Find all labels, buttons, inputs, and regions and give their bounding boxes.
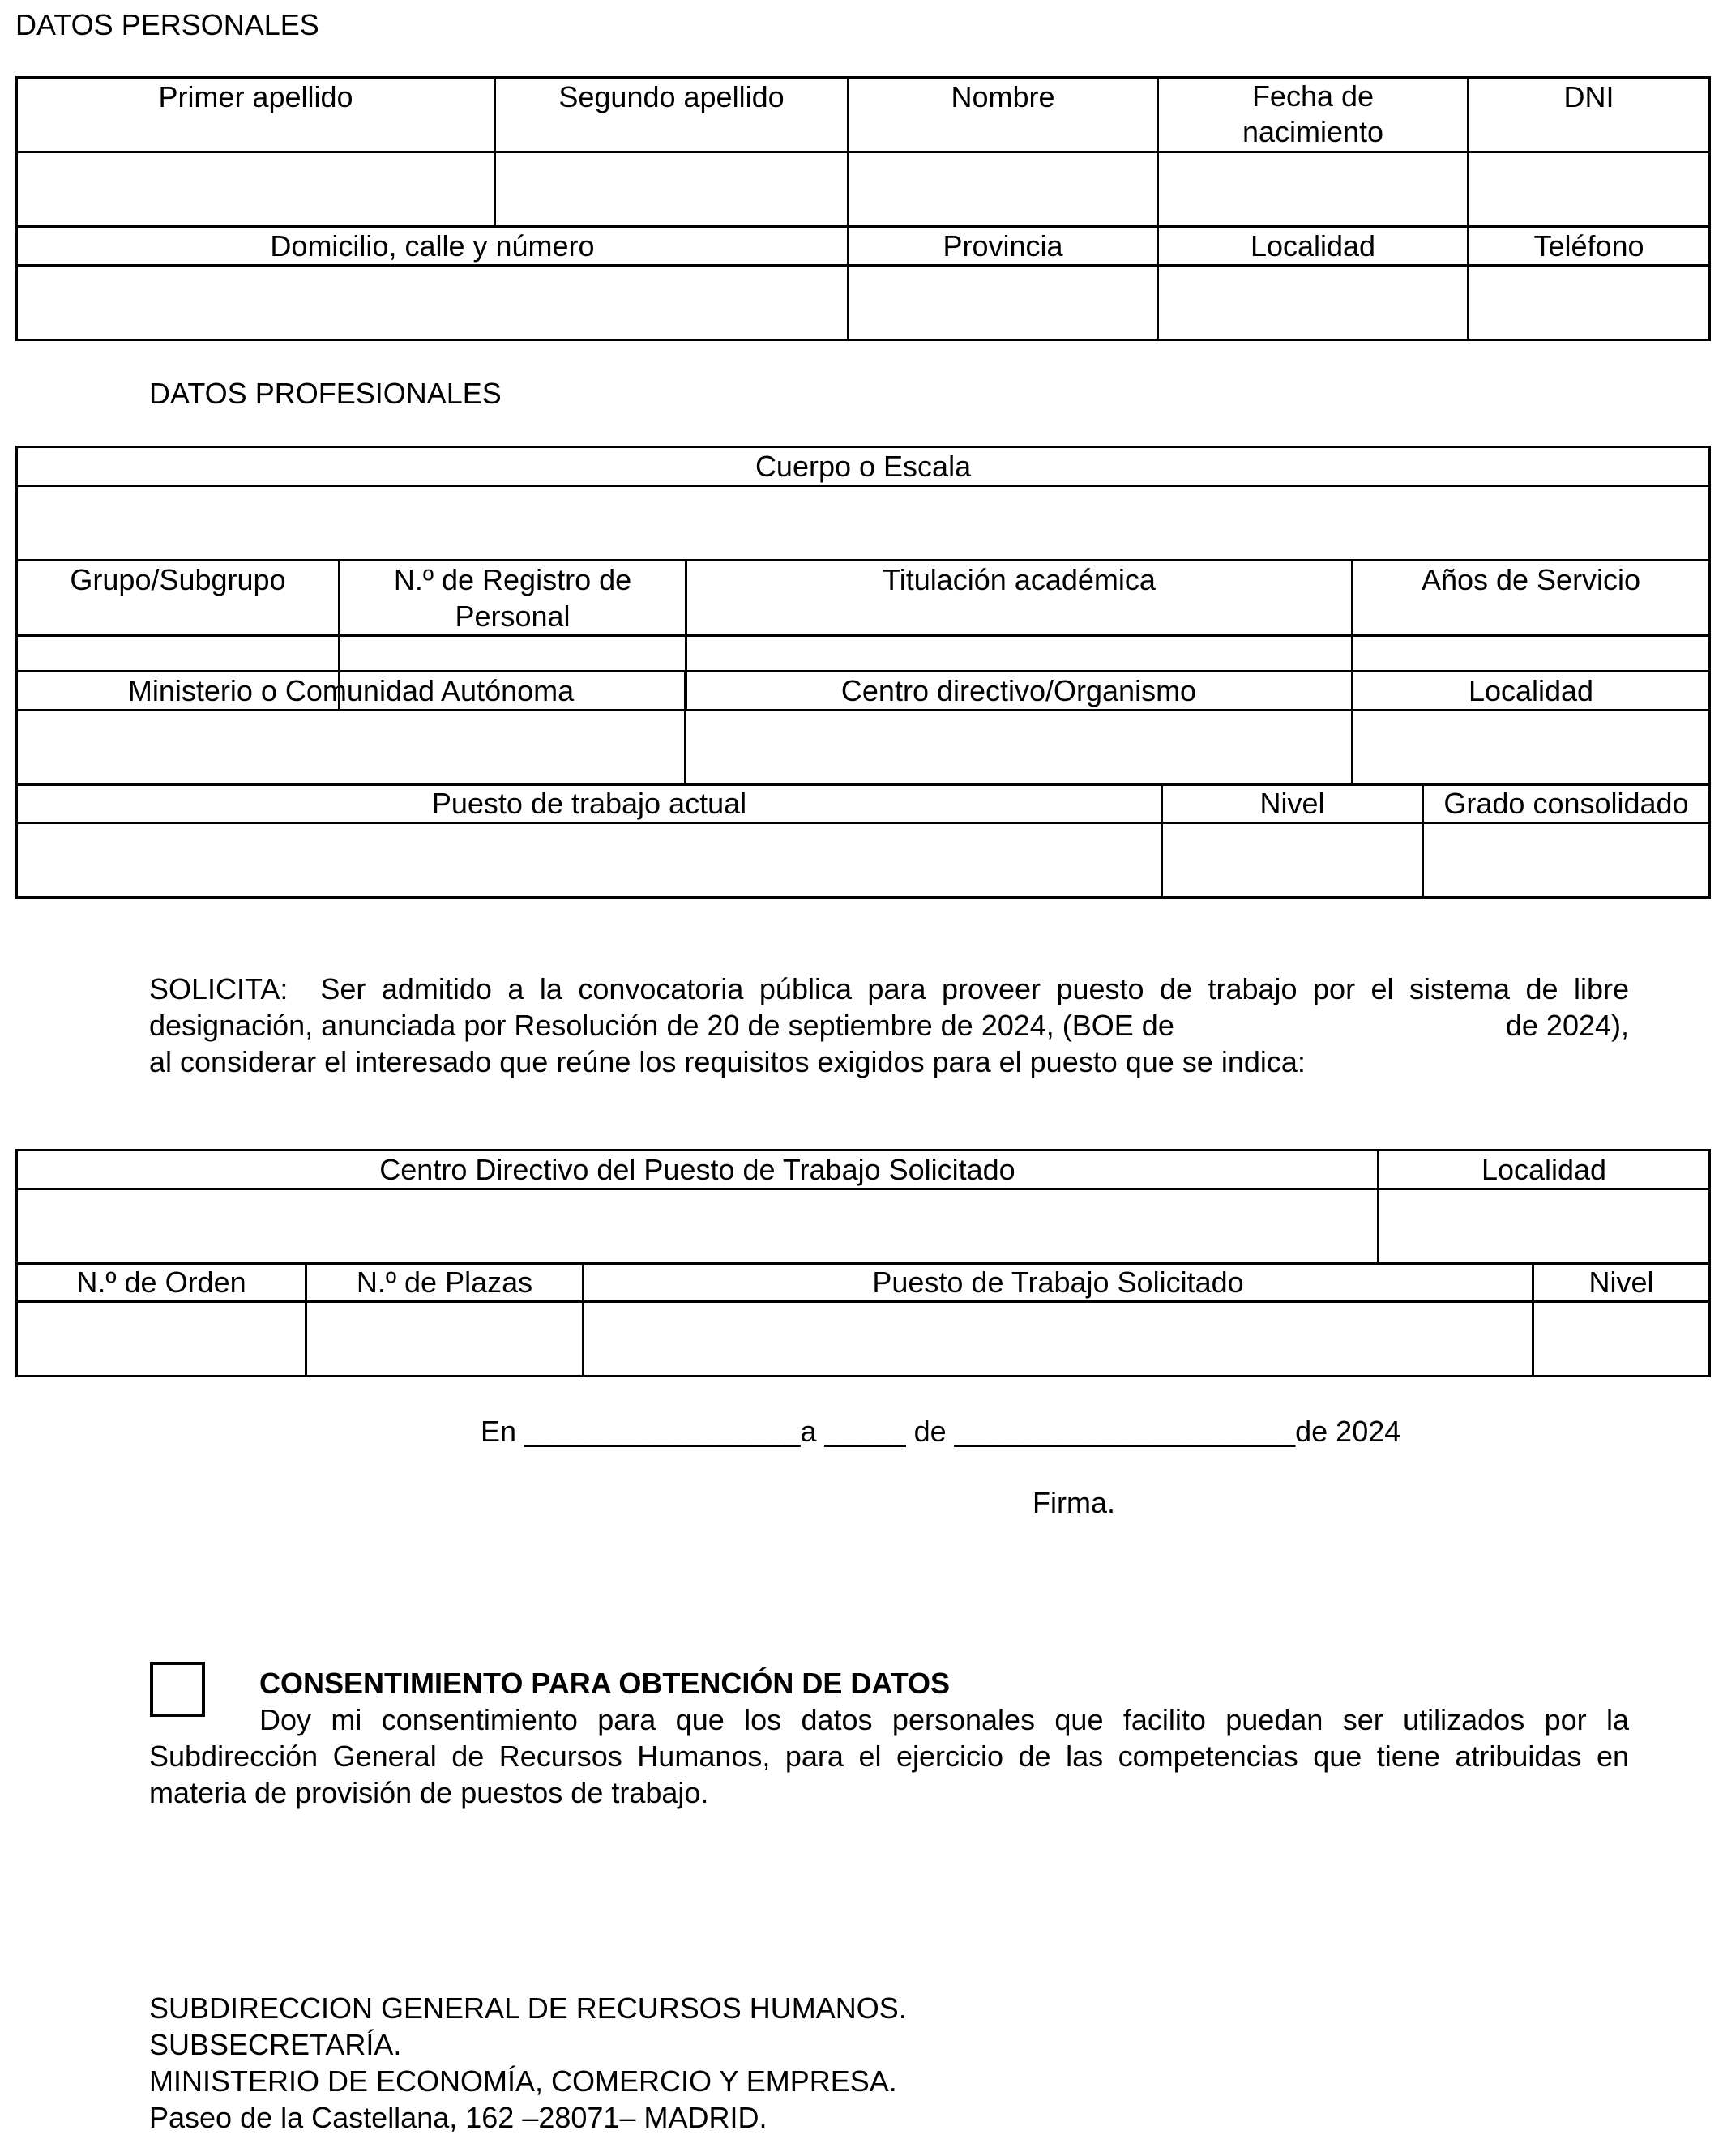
header-numero-plazas: N.º de Plazas [306, 1263, 584, 1302]
solicita-label: SOLICITA: [149, 972, 289, 1005]
field-provincia[interactable] [849, 266, 1158, 340]
header-grupo-subgrupo: Grupo/Subgrupo [17, 561, 340, 636]
date-year-label: de 2024 [1295, 1415, 1401, 1448]
date-de-label: de [913, 1415, 947, 1448]
field-cuerpo-escala[interactable] [17, 486, 1710, 561]
solicita-line1-text: Ser admitido a la convocatoria pública para proveer puesto de trabajo por el sistema de libre [320, 972, 1629, 1005]
address-line1: SUBDIRECCION GENERAL DE RECURSOS HUMANOS. [149, 1992, 907, 2025]
professional-data-table-3 [15, 783, 1711, 899]
requested-table-1 [15, 1149, 1711, 1265]
consent-title: CONSENTIMIENTO PARA OBTENCIÓN DE DATOS [259, 1667, 951, 1700]
field-ministerio[interactable] [17, 711, 686, 785]
field-fecha-nacimiento[interactable] [1158, 152, 1469, 227]
header-nivel-solicitado: Nivel [1533, 1263, 1710, 1302]
solicita-paragraph [149, 971, 1629, 1080]
header-fecha-line1: Fecha de [1251, 79, 1375, 113]
header-numero-orden: N.º de Orden [17, 1263, 306, 1302]
date-en-label: En [481, 1415, 517, 1448]
header-centro-directivo: Centro directivo/Organismo [686, 672, 1353, 711]
header-grado-consolidado: Grado consolidado [1423, 784, 1710, 823]
header-puesto-actual: Puesto de trabajo actual [17, 784, 1162, 823]
solicita-line1 [149, 971, 1629, 1007]
header-fecha-line2: nacimiento [1242, 115, 1384, 148]
professional-data-table-2 [15, 670, 1711, 786]
field-nombre[interactable] [849, 152, 1158, 227]
field-segundo-apellido[interactable] [495, 152, 849, 227]
field-grado-consolidado[interactable] [1423, 823, 1710, 898]
field-puesto-actual[interactable] [17, 823, 1162, 898]
header-dni: DNI [1469, 78, 1710, 152]
address-line2: SUBSECRETARÍA. [149, 2028, 402, 2061]
field-nivel-solicitado[interactable] [1533, 1302, 1710, 1377]
field-centro-solicitado[interactable] [17, 1189, 1379, 1264]
field-dni[interactable] [1469, 152, 1710, 227]
field-nivel[interactable] [1162, 823, 1423, 898]
header-nombre: Nombre [849, 78, 1158, 152]
field-puesto-solicitado[interactable] [584, 1302, 1533, 1377]
header-localidad-prof: Localidad [1353, 672, 1710, 711]
header-domicilio: Domicilio, calle y número [17, 227, 849, 266]
professional-heading: DATOS PROFESIONALES [149, 377, 502, 410]
header-localidad-solicitado: Localidad [1379, 1151, 1710, 1189]
address-line4: Paseo de la Castellana, 162 –28071– MADRID. [149, 2101, 767, 2134]
solicita-line2 [149, 1007, 1629, 1044]
address-line3: MINISTERIO DE ECONOMÍA, COMERCIO Y EMPRESA. [149, 2064, 897, 2098]
field-localidad-prof[interactable] [1353, 711, 1710, 785]
header-segundo-apellido: Segundo apellido [495, 78, 849, 152]
header-provincia: Provincia [849, 227, 1158, 266]
header-puesto-solicitado: Puesto de Trabajo Solicitado [584, 1263, 1533, 1302]
field-localidad[interactable] [1158, 266, 1469, 340]
date-month-blank[interactable]: _____________________ [954, 1415, 1296, 1448]
field-telefono[interactable] [1469, 266, 1710, 340]
header-fecha-nacimiento [1158, 78, 1469, 152]
field-numero-orden[interactable] [17, 1302, 306, 1377]
field-numero-plazas[interactable] [306, 1302, 584, 1377]
header-nivel: Nivel [1162, 784, 1423, 823]
field-centro-directivo[interactable] [686, 711, 1353, 785]
consent-line1: Doy mi consentimiento para que los datos personales que facilito puedan ser utilizados por la [259, 1703, 1629, 1736]
header-localidad: Localidad [1158, 227, 1469, 266]
firma-label: Firma. [1033, 1486, 1115, 1519]
header-anos-servicio: Años de Servicio [1353, 561, 1710, 636]
date-day-blank[interactable]: _____ [824, 1415, 906, 1448]
personal-data-table [15, 76, 1711, 341]
solicita-line2-a: designación, anunciada por Resolución de 20 de septiembre de 2024, (BOE de [149, 1009, 1174, 1042]
header-registro-personal: N.º de Registro de Personal [340, 561, 686, 636]
personal-heading: DATOS PERSONALES [15, 8, 319, 41]
address-block [149, 1990, 907, 2136]
date-a-label: a [800, 1415, 817, 1448]
field-domicilio[interactable] [17, 266, 849, 340]
consent-line3: materia de provisión de puestos de trabajo. [149, 1776, 709, 1809]
header-titulacion: Titulación académica [686, 561, 1353, 636]
header-ministerio: Ministerio o Comunidad Autónoma [17, 672, 686, 711]
header-primer-apellido: Primer apellido [17, 78, 495, 152]
date-line [481, 1413, 1400, 1449]
consent-line2: Subdirección General de Recursos Humanos, para el ejercicio de las competencias que tiene atribuidas en [149, 1740, 1629, 1773]
date-place-blank[interactable]: _________________ [524, 1415, 801, 1448]
field-primer-apellido[interactable] [17, 152, 495, 227]
header-telefono: Teléfono [1469, 227, 1710, 266]
header-cuerpo-escala: Cuerpo o Escala [17, 447, 1710, 486]
header-centro-solicitado: Centro Directivo del Puesto de Trabajo Solicitado [17, 1151, 1379, 1189]
solicita-line2-b: de 2024), [1505, 1009, 1629, 1042]
field-localidad-solicitado[interactable] [1379, 1189, 1710, 1264]
solicita-line3: al considerar el interesado que reúne los requisitos exigidos para el puesto que se indica: [149, 1045, 1306, 1078]
requested-table-2 [15, 1262, 1711, 1377]
consent-paragraph [149, 1701, 1629, 1811]
